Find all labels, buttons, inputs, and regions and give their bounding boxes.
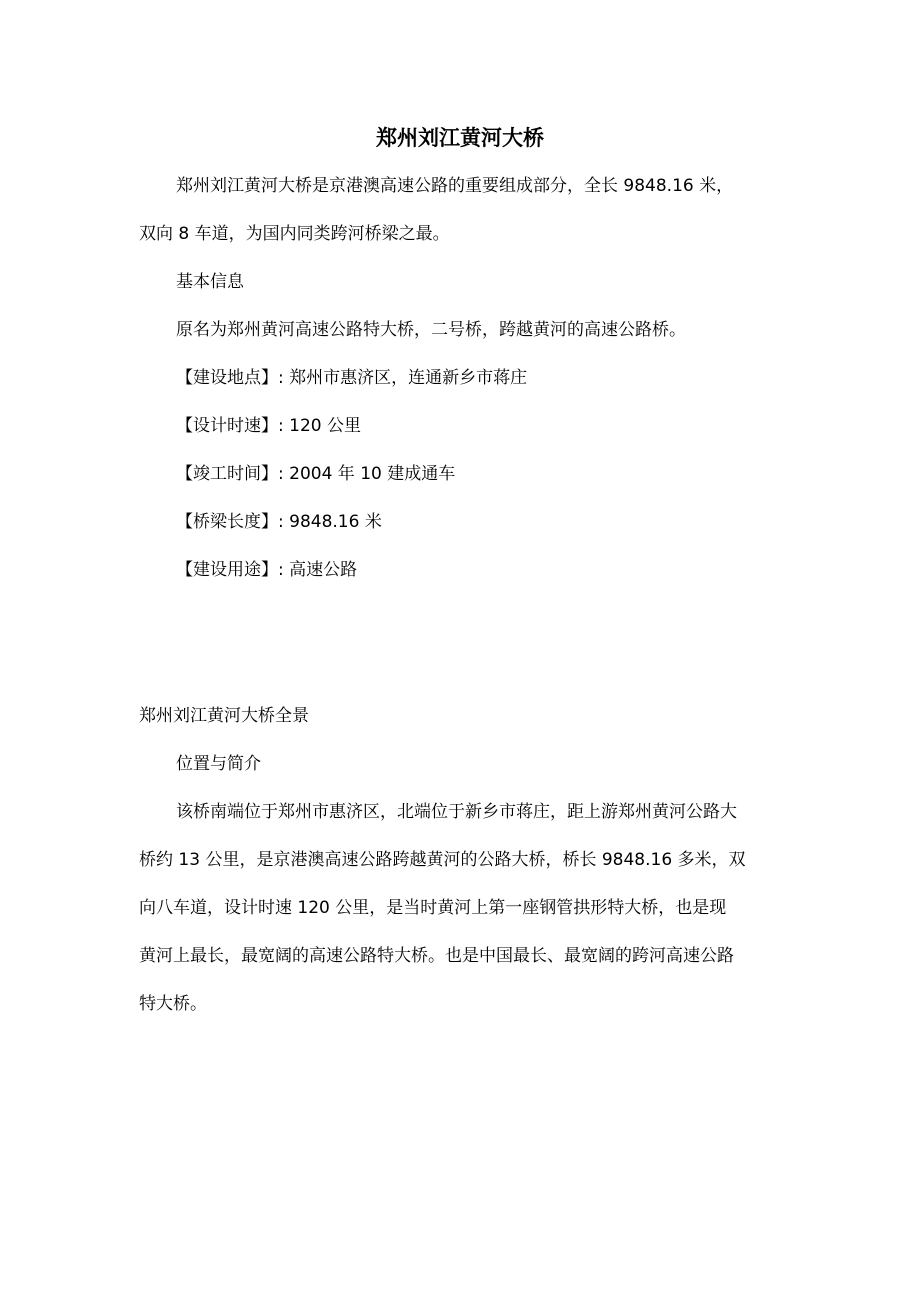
page-title: 郑州刘江黄河大桥 (376, 126, 544, 150)
fact-design-speed: 【设计时速】: 120 公里 (176, 416, 361, 436)
description-line-5: 特大桥。 (139, 994, 207, 1014)
fact-bridge-length: 【桥梁长度】: 9848.16 米 (176, 512, 382, 532)
description-line-4: 黄河上最长，最宽阔的高速公路特大桥。也是中国最长、最宽阔的跨河高速公路 (139, 946, 734, 966)
description-line-2: 桥约 13 公里，是京港澳高速公路跨越黄河的公路大桥，桥长 9848.16 多米，双 (139, 850, 746, 870)
panorama-caption: 郑州刘江黄河大桥全景 (139, 706, 309, 726)
basic-info-heading: 基本信息 (176, 272, 244, 292)
fact-completion-time: 【竣工时间】: 2004 年 10 建成通车 (176, 464, 456, 484)
description-line-1: 该桥南端位于郑州市惠济区，北端位于新乡市蒋庄，距上游郑州黄河公路大 (176, 802, 737, 822)
description-line-3: 向八车道，设计时速 120 公里，是当时黄河上第一座钢管拱形特大桥，也是现 (139, 898, 727, 918)
former-name-text: 原名为郑州黄河高速公路特大桥，二号桥，跨越黄河的高速公路桥。 (176, 320, 686, 340)
fact-usage: 【建设用途】: 高速公路 (176, 560, 358, 580)
intro-line-2: 双向 8 车道，为国内同类跨河桥梁之最。 (139, 224, 450, 244)
location-heading: 位置与简介 (176, 754, 261, 774)
fact-construction-location: 【建设地点】: 郑州市惠济区，连通新乡市蒋庄 (176, 368, 528, 388)
intro-line-1: 郑州刘江黄河大桥是京港澳高速公路的重要组成部分，全长 9848.16 米， (176, 176, 734, 196)
